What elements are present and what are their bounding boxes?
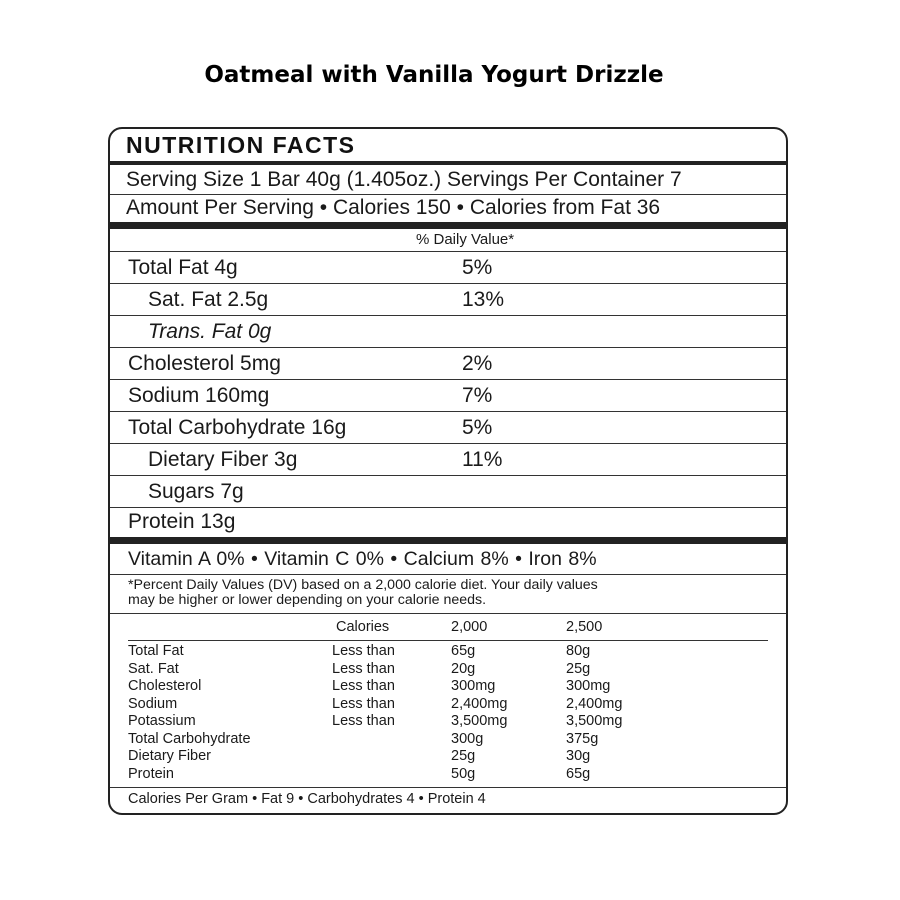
nutrient-row (110, 284, 786, 315)
nutrient-row (110, 380, 786, 411)
divider (110, 787, 786, 788)
divider-thick (110, 222, 786, 229)
table-cell: 3,500mg (566, 713, 623, 729)
nutrient-row (110, 476, 786, 507)
table-cell: 80g (566, 643, 591, 659)
table-header-calories: Calories (336, 619, 390, 635)
nutrient-dv: 2% (462, 352, 493, 375)
nutrient-row (110, 252, 786, 283)
nutrient-name: Trans. Fat 0g (148, 320, 272, 343)
daily-value-header-row (110, 229, 786, 251)
table-cell: Dietary Fiber (128, 748, 211, 764)
table-cell: 25g (451, 748, 476, 764)
table-cell: 3,500mg (451, 713, 508, 729)
nutrient-name: Total Fat 4g (128, 256, 238, 279)
table-cell: 65g (566, 765, 591, 782)
divider (110, 574, 786, 575)
nutrient-dv: 7% (462, 384, 493, 407)
nutrient-row (110, 508, 786, 537)
nutrient-row (110, 412, 786, 443)
table-cell: 20g (451, 660, 476, 677)
table-header-2500: 2,500 (566, 619, 603, 635)
nutrient-name: Sodium 160mg (128, 384, 270, 407)
table-cell: 300mg (566, 678, 611, 694)
table-2000-column (451, 643, 507, 783)
table-cell: 50g (451, 765, 476, 782)
table-cell: Cholesterol (128, 678, 202, 694)
table-cell: 65g (451, 643, 476, 659)
table-header-2000: 2,000 (451, 619, 488, 635)
footnote-line-1: *Percent Daily Values (DV) based on a 2,000 calorie diet. Your daily values (128, 577, 598, 593)
table-cell: Total Fat (128, 643, 184, 659)
label-heading: NUTRITION FACTS (126, 132, 356, 158)
serving-size-line: Serving Size 1 Bar 40g (1.405oz.) Servings Per Container 7 (126, 168, 682, 191)
table-cell: Less than (332, 695, 395, 712)
nutrient-name: Sat. Fat 2.5g (148, 288, 269, 311)
divider-thick (110, 537, 786, 544)
nutrient-name: Protein 13g (128, 510, 236, 533)
amount-per-serving-line: Amount Per Serving • Calories 150 • Calories from Fat 36 (126, 196, 661, 219)
nutrition-facts-label (108, 127, 788, 815)
table-2500-column (566, 643, 622, 783)
divider (110, 613, 786, 614)
table-cell: 25g (566, 660, 591, 677)
daily-value-header: % Daily Value* (416, 231, 515, 248)
table-cell: Total Carbohydrate (128, 730, 251, 747)
nutrient-row (110, 316, 786, 347)
nutrient-name: Sugars 7g (148, 480, 244, 503)
table-cell: 30g (566, 748, 591, 764)
nutrient-dv: 5% (462, 416, 493, 439)
footnote-line-2: may be higher or lower depending on your calorie needs. (128, 592, 487, 608)
table-cell: Sat. Fat (128, 660, 179, 677)
table-cell: Less than (332, 713, 395, 729)
nutrient-dv: 11% (462, 448, 503, 471)
table-cell: 2,400mg (451, 695, 508, 712)
nutrient-row (110, 444, 786, 475)
table-cell: 375g (566, 730, 599, 747)
table-cell: Sodium (128, 695, 178, 712)
product-title: Oatmeal with Vanilla Yogurt Drizzle (204, 62, 664, 88)
table-cell: Less than (332, 678, 395, 694)
table-limit-column (332, 643, 395, 731)
table-cell: Less than (332, 643, 395, 659)
nutrient-name: Cholesterol 5mg (128, 352, 281, 375)
divider (128, 640, 768, 641)
table-cell: 300mg (451, 678, 496, 694)
nutrient-dv: 13% (462, 288, 505, 311)
nutrient-name: Dietary Fiber 3g (148, 448, 298, 471)
table-cell: Potassium (128, 713, 196, 729)
table-cell: 2,400mg (566, 695, 623, 712)
table-cell: Protein (128, 765, 174, 782)
table-cell: 300g (451, 730, 484, 747)
nutrient-dv: 5% (462, 256, 493, 279)
table-names-column (128, 643, 251, 783)
calories-per-gram: Calories Per Gram • Fat 9 • Carbohydrates 4 • Protein 4 (128, 791, 486, 807)
divider-thick (110, 161, 786, 165)
table-cell: Less than (332, 660, 395, 677)
vitamins-line: Vitamin A 0% • Vitamin C 0% • Calcium 8% • Iron 8% (128, 548, 597, 570)
nutrient-row (110, 348, 786, 379)
nutrient-name: Total Carbohydrate 16g (128, 416, 347, 439)
